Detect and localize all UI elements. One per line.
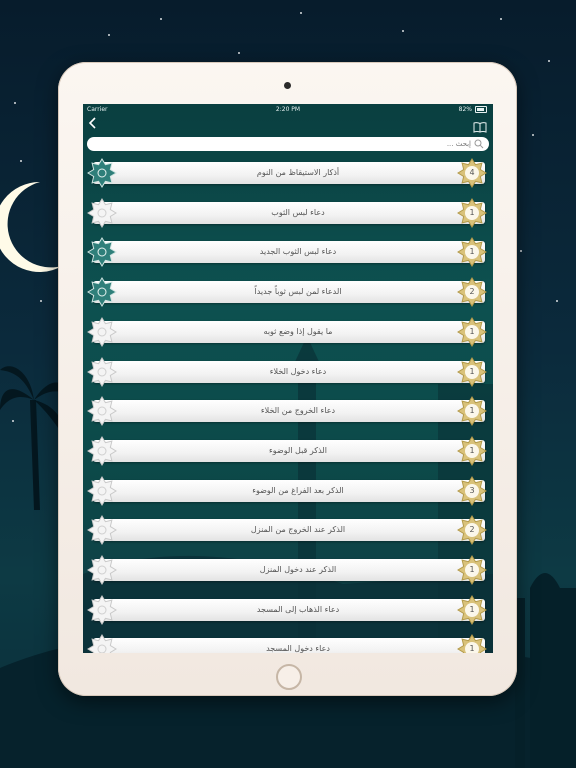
- list-item[interactable]: [83, 555, 493, 585]
- list-item-bar: [93, 241, 485, 263]
- favorite-star-icon[interactable]: [87, 198, 117, 228]
- list-item[interactable]: [83, 158, 493, 188]
- star: [108, 34, 110, 36]
- favorite-star-icon[interactable]: [87, 634, 117, 653]
- favorite-star-icon[interactable]: [87, 237, 117, 267]
- list-item-title: دعاء لبس الثوب: [271, 207, 325, 217]
- repeat-count: 1: [469, 366, 475, 376]
- list-item-bar: [93, 519, 485, 541]
- repeat-count: 2: [469, 287, 475, 297]
- repeat-count: 4: [469, 168, 475, 177]
- list-item[interactable]: [83, 595, 493, 625]
- repeat-count: 3: [469, 485, 475, 495]
- list-item[interactable]: [83, 436, 493, 466]
- carrier-label: Carrier: [87, 106, 108, 113]
- list-item[interactable]: [83, 198, 493, 228]
- favorite-star-icon[interactable]: [87, 357, 117, 387]
- list-item-title: دعاء الخروج من الخلاء: [260, 406, 336, 416]
- nav-bar: [83, 116, 493, 134]
- repeat-count: 1: [469, 207, 475, 217]
- repeat-count: 1: [469, 326, 475, 336]
- list-item-bar: [93, 480, 485, 502]
- list-item-bar: [93, 599, 485, 621]
- list-item-title: الذكر عند دخول المنزل: [259, 565, 337, 574]
- list-item-title: الذكر عند الخروج من المنزل: [250, 525, 346, 535]
- favorite-star-icon[interactable]: [87, 277, 117, 307]
- star: [548, 60, 550, 62]
- list-item[interactable]: [83, 237, 493, 267]
- list-item-bar: [93, 638, 485, 653]
- search-input[interactable]: [91, 140, 471, 148]
- repeat-count: 1: [469, 406, 475, 416]
- battery-percent: 82%: [458, 106, 472, 113]
- star: [500, 18, 502, 20]
- star: [20, 160, 22, 162]
- list-item-title: الدعاء لمن لبس ثوباً جديداً: [254, 287, 342, 297]
- star: [520, 250, 522, 252]
- book-icon: [473, 121, 487, 133]
- list-item[interactable]: [83, 634, 493, 653]
- list-item[interactable]: [83, 277, 493, 307]
- star: [40, 300, 42, 302]
- back-button[interactable]: [87, 116, 103, 132]
- favorite-star-icon[interactable]: [87, 595, 117, 625]
- list-item-bar: [93, 281, 485, 303]
- list-item-bar: [93, 321, 485, 343]
- status-time: 2:20 PM: [275, 106, 301, 113]
- star: [238, 52, 240, 54]
- favorite-star-icon[interactable]: [87, 317, 117, 347]
- search-bar[interactable]: [87, 137, 489, 151]
- repeat-count: 1: [469, 445, 475, 455]
- favorite-star-icon[interactable]: [87, 476, 117, 506]
- tablet-frame: [58, 62, 517, 696]
- favorite-star-icon[interactable]: [87, 515, 117, 545]
- list-item[interactable]: [83, 396, 493, 426]
- star: [14, 102, 16, 104]
- favorite-star-icon[interactable]: [87, 396, 117, 426]
- crescent-moon-icon: [0, 182, 62, 272]
- repeat-count: 1: [469, 565, 475, 574]
- status-bar: [83, 104, 493, 116]
- list-item-title: أذكار الاستيقاظ من النوم: [256, 168, 340, 177]
- list-item-bar: [93, 361, 485, 383]
- favorite-star-icon[interactable]: [87, 436, 117, 466]
- list-item-title: دعاء الذهاب إلى المسجد: [256, 604, 340, 614]
- star: [556, 300, 558, 302]
- list-item-bar: [93, 440, 485, 462]
- star: [532, 134, 534, 136]
- home-button[interactable]: [276, 664, 302, 690]
- list-item[interactable]: [83, 357, 493, 387]
- list-item-bar: [93, 202, 485, 224]
- star: [12, 420, 14, 422]
- star: [160, 18, 162, 20]
- list-item-bar: [93, 400, 485, 422]
- list-item-title: دعاء دخول الخلاء: [269, 366, 327, 376]
- back-chevron-icon: [87, 116, 99, 130]
- repeat-count: 2: [469, 525, 475, 535]
- list-item-bar: [93, 559, 485, 581]
- list-item-title: الذكر قبل الوضوء: [269, 445, 327, 455]
- list-item-title: دعاء دخول المسجد: [266, 644, 330, 653]
- repeat-count: 1: [469, 644, 475, 653]
- book-button[interactable]: [473, 118, 487, 130]
- star: [300, 12, 302, 14]
- camera-dot: [284, 82, 291, 89]
- list-item-title: ما يقول إذا وضع ثوبه: [263, 326, 333, 336]
- list-item-bar: [93, 162, 485, 184]
- repeat-count: 1: [469, 604, 475, 614]
- list-item-title: دعاء لبس الثوب الجديد: [259, 247, 337, 257]
- favorite-star-icon[interactable]: [87, 158, 117, 188]
- list-item-title: الذكر بعد الفراغ من الوضوء: [252, 485, 344, 495]
- star: [402, 30, 404, 32]
- search-icon: [474, 139, 484, 149]
- favorite-star-icon[interactable]: [87, 555, 117, 585]
- app-screen: [83, 104, 493, 653]
- list-item[interactable]: [83, 515, 493, 545]
- list-item[interactable]: [83, 317, 493, 347]
- repeat-count: 1: [469, 247, 475, 257]
- battery-icon: [475, 106, 487, 113]
- list-item[interactable]: [83, 476, 493, 506]
